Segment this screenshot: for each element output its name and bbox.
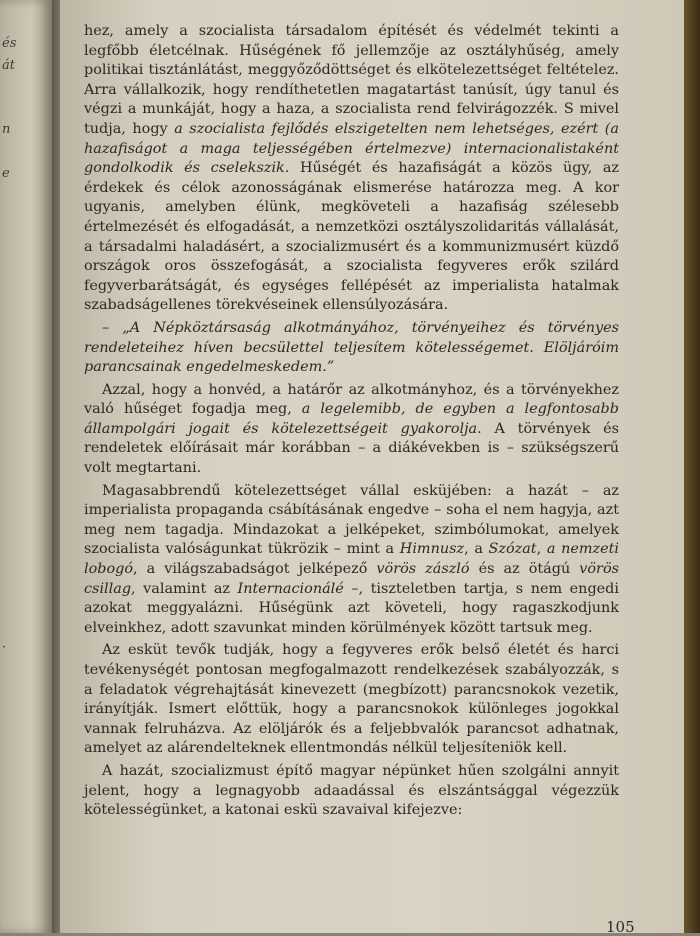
paragraph: [84, 641, 619, 759]
italic-text: Internacionálé: [237, 580, 344, 597]
italic-text: Himnusz: [399, 541, 465, 558]
paragraph: [84, 762, 619, 821]
left-fragment: és: [2, 36, 17, 51]
text-run: –, tiszteletben tartja, s nem engedi azokat meggyalázni. Hűségünk azt követeli, hogy ragaszkodjunk elveinkhez, adott szavunkat minden körülmények között tartsuk meg.: [84, 580, 619, 636]
text-run: . Hűségét és hazafiságát a közös ügy, az érdekek és célok azonosságának elismerése határozza meg. A kor ugyanis, amelyben élünk, megköveteli a hazafiság szélesebb értelmezését és elfogadását, a nemzetközi osztályszolidaritás vállalását, a társadalmi haladásért, a szocializmusért és a kommunizmusért küzdő országok oros összefogását, a szocialista fegyveres erők szilárd fegyverbarátságát, és egységes fellépését az imperialista hatalmak szabadságellenes törekvéseinek ellensúlyozására.: [84, 160, 619, 314]
text-run: Magasabbrendű kötelezettséget vállal esküjében: a hazát – az imperialista propaganda csábításának engedve – soha el nem hagyja, azt meg nem tagadja. Mindazokat a jelképeket, szimbólumokat, amelyek szocialista valóságunkat tükrözik – mint a: [84, 482, 619, 558]
italic-text: a legelemibb, de egyben a legfontosabb állampolgári jogait és kötelezettségeit gyakorolja: [84, 401, 619, 437]
paragraph: [84, 319, 619, 378]
italic-text: vörös csillag: [84, 561, 619, 597]
paragraph: [84, 381, 619, 479]
left-fragment: át: [2, 58, 15, 73]
background-edge: [684, 0, 700, 933]
italic-text: a nemzeti lobogó: [84, 541, 619, 578]
text-run: és az ötágú: [469, 561, 580, 578]
paragraph: [84, 482, 619, 639]
paragraph: [84, 22, 619, 316]
italic-text: a szocialista fejlődés elszigetelten nem lehetséges, ezért (a hazafiságot a maga teljességében értelmezve) internacionalistaként gondolkodik és cselekszik: [84, 120, 619, 177]
text-run: – „A Népköztársaság alkotmányához, törvényeihez és törvényes rendeleteihez híven becsülettel teljesítem kötelességemet. Elöljáróim parancsainak engedelmeskedem.”: [84, 319, 619, 376]
left-fragment: e: [2, 166, 10, 181]
text-run: , a: [464, 541, 489, 558]
text-run: . A törvények és rendeletek előírásait már korábban – a diákévekben is – szükségszerű volt megtartani.: [84, 420, 619, 477]
text-run: , a világszabadságot jelképező: [133, 561, 377, 578]
text-run: hez, amely a szocialista társadalom építését és védelmét tekinti a legfőbb életcélnak. Hűségének fő jellemzője az osztályhűség, amely politikai tisztánlátást, meggyőződöttséget és elkötelezettséget feltételez. Arra vállalkozik, hogy rendíthetetlen magatartást tanúsít, úgy tanul és végzi a munkáját, hogy a haza, a szocialista rend felvirágozzék. S mivel tudja, hogy: [84, 23, 619, 137]
text-run: A hazát, szocializmust építő magyar népünket hűen szolgálni annyit jelent, hogy a legnagyobb adaadással és elszántsággal végezzük kötelességünket, a katonai eskü szavaival kifejezve:: [84, 762, 619, 819]
italic-text: vörös zászló: [376, 561, 470, 578]
book-page: [60, 0, 684, 936]
left-fragment: n: [2, 122, 11, 137]
text-run: Azzal, hogy a honvéd, a határőr az alkotmányhoz, és a törvényekhez való hűséget fogadja meg,: [84, 381, 619, 418]
text-run: , valamint az: [131, 580, 238, 597]
previous-page-edge: [0, 0, 52, 933]
text-run: ,: [536, 541, 547, 558]
page-body-text: [84, 22, 619, 824]
italic-text: Szózat: [488, 541, 537, 558]
text-run: Az esküt tevők tudják, hogy a fegyveres erők belső életét és harci tevékenységét pontosan megfogalmazott rendelkezések szabályozzák, s a feladatok végrehajtását kinevezett (megbízott) parancsnokok vezetik, irányítják. Ismert előttük, hogy a parancsnokok különleges jogokkal vannak felruházva. Az elöljárók és a feljebbvalók parancsot adhatnak, amelyet az alárendelteknek ellentmondás nélkül teljesíteniök kell.: [84, 642, 619, 757]
left-fragment: ·: [2, 640, 7, 655]
page-number: 105: [606, 918, 635, 936]
